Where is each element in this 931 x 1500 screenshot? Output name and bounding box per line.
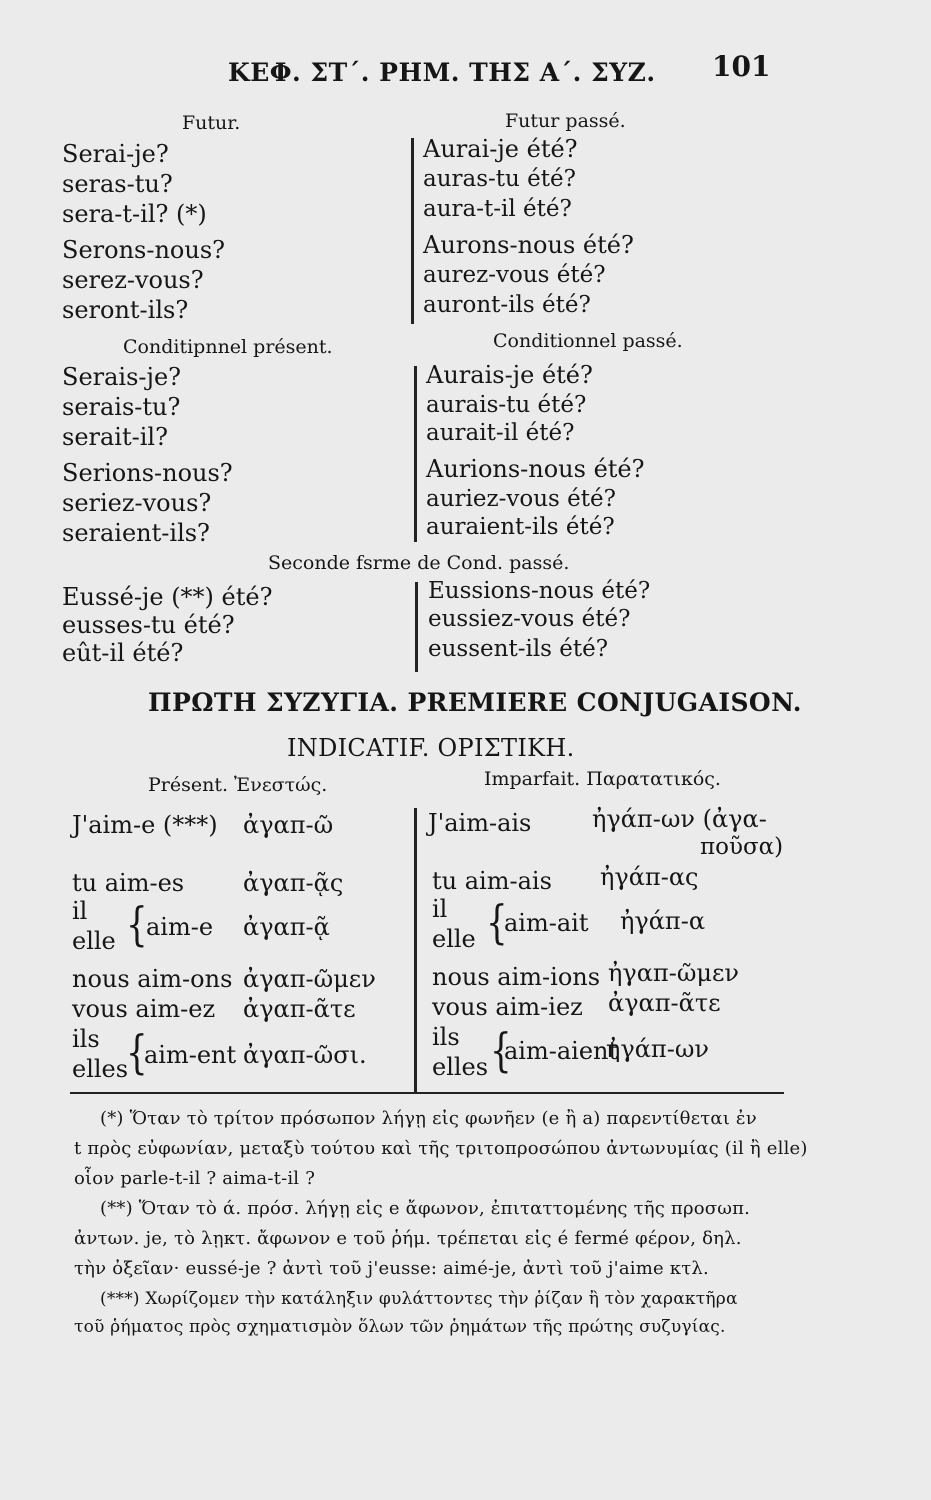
present-fr: aim-ent — [144, 1041, 237, 1069]
futur-line: sera-t-il? (*) — [62, 200, 207, 228]
cond-present-line: serait-il? — [62, 423, 168, 451]
futur-line: serez-vous? — [62, 266, 204, 294]
imparfait-fr: J'aim-ais — [428, 809, 532, 837]
imparfait-gr: ἠγάπ-ων (ἀγα- — [592, 805, 767, 833]
imparfait-fr: tu aim-ais — [432, 867, 552, 895]
futur-passe-line: Aurons-nous été? — [423, 231, 634, 259]
futur-passe-line: aura-t-il été? — [423, 196, 572, 222]
column-rule — [411, 138, 414, 324]
imparfait-gr: ἠγάπ-ων — [606, 1035, 709, 1063]
present-gr: ἀγαπ-ᾷ — [243, 913, 330, 941]
futur-passe-line: aurez-vous été? — [423, 262, 606, 288]
seconde-forme-line: Eussé-je (**) été? — [62, 583, 273, 611]
cond-present-line: Serions-nous? — [62, 459, 233, 487]
present-fr: vous aim-ez — [72, 995, 216, 1023]
imparfait-fr: aim-aient — [504, 1037, 619, 1065]
imparfait-gr: ἠγαπ-ῶμεν — [608, 959, 740, 987]
futur-heading: Futur. — [182, 112, 241, 134]
futur-passe-line: auront-ils été? — [423, 292, 591, 318]
column-rule — [414, 366, 417, 542]
present-fr: elle — [72, 927, 116, 955]
cond-passe-line: auriez-vous été? — [426, 486, 616, 512]
footnote-line: ἀντων. je, τὸ λῃκτ. ἄφωνον e τοῦ ῥήμ. τρέπεται εἰς é fermé φέρον, δηλ. — [74, 1228, 742, 1249]
imparfait-gr: ἠγάπ-ας — [600, 863, 699, 891]
cond-present-heading: Conditipnnel présent. — [123, 336, 333, 358]
imparfait-gr: ποῦσα) — [700, 834, 784, 860]
footnote-line: (***) Χωρίζομεν τὴν κατάληξιν φυλάττοντες τὴν ῥίζαν ἢ τὸν χαρακτῆρα — [100, 1289, 738, 1309]
brace: { — [126, 897, 148, 952]
running-header: ΚΕΦ. ΣΤ΄. ΡΗΜ. ΤΗΣ Α΄. ΣΥΖ. — [228, 58, 656, 87]
present-fr: ils — [72, 1025, 100, 1053]
cond-present-line: Serais-je? — [62, 363, 182, 391]
brace: { — [486, 895, 508, 950]
cond-present-line: serais-tu? — [62, 393, 181, 421]
futur-line: Serai-je? — [62, 140, 169, 168]
futur-passe-line: auras-tu été? — [423, 166, 576, 192]
present-fr: J'aim-e (***) — [72, 811, 218, 839]
cond-passe-heading: Conditionnel passé. — [493, 330, 683, 352]
cond-passe-line: aurais-tu été? — [426, 392, 587, 418]
footnote-line: τοῦ ῥήματος πρὸς σχηματισμὸν ὅλων τῶν ῥημάτων τῆς πρώτης συζυγίας. — [74, 1317, 726, 1337]
present-gr: ἀγαπ-ᾷς — [243, 869, 344, 897]
cond-passe-line: Aurions-nous été? — [426, 455, 645, 483]
present-gr: ἀγαπ-ῶ — [243, 811, 334, 839]
seconde-forme-line: eusses-tu été? — [62, 611, 235, 639]
column-rule — [414, 808, 417, 1092]
imparfait-fr: elles — [432, 1053, 489, 1081]
present-heading: Présent. Ἐνεστώς. — [148, 774, 328, 796]
imparfait-fr: ils — [432, 1023, 460, 1051]
imparfait-heading: Imparfait. Παρατατικός. — [484, 768, 721, 790]
futur-line: Serons-nous? — [62, 236, 225, 264]
cond-present-line: seraient-ils? — [62, 519, 210, 547]
present-fr: elles — [72, 1055, 129, 1083]
brace: { — [126, 1025, 148, 1080]
imparfait-fr: vous aim-iez — [432, 993, 583, 1021]
seconde-forme-line: eussiez-vous été? — [428, 606, 631, 632]
footnote-line: οἷον parle-t-il ? aima-t-il ? — [74, 1168, 316, 1189]
imparfait-fr: nous aim-ions — [432, 963, 601, 991]
cond-passe-line: Aurais-je été? — [426, 361, 593, 389]
seconde-forme-line: Eussions-nous été? — [428, 578, 651, 604]
futur-passe-line: Aurai-je été? — [423, 135, 578, 163]
footnote-rule — [70, 1092, 784, 1094]
column-rule — [415, 582, 418, 672]
seconde-forme-heading: Seconde fsrme de Cond. passé. — [268, 552, 570, 574]
page-number: 101 — [712, 50, 771, 83]
cond-present-line: seriez-vous? — [62, 489, 212, 517]
imparfait-gr: ἀγαπ-ᾶτε — [608, 989, 721, 1017]
cond-passe-line: aurait-il été? — [426, 420, 575, 446]
futur-passe-heading: Futur passé. — [505, 110, 626, 132]
imparfait-fr: elle — [432, 925, 476, 953]
footnote-line: (**) Ὅταν τὸ ά. πρόσ. λήγῃ εἰς e ἄφωνον, ἐπιταττομένης τῆς προσωπ. — [100, 1198, 751, 1219]
footnote-line: t πρὸς εὐφωνίαν, μεταξὺ τούτου καὶ τῆς τριτοπροσώπου ἀντωνυμίας (il ἢ elle) — [74, 1138, 808, 1159]
conjugation-title: ΠΡΩΤΗ ΣΥΖΥΓΙΑ. PREMIERE CONJUGAISON. — [148, 688, 802, 717]
imparfait-fr: aim-ait — [504, 909, 589, 937]
mood-title: INDICATIF. ΟΡΙΣΤΙΚΗ. — [287, 734, 575, 762]
seconde-forme-line: eussent-ils été? — [428, 636, 609, 662]
futur-line: seras-tu? — [62, 170, 173, 198]
brace: { — [490, 1023, 512, 1078]
footnote-line: τὴν ὀξεῖαν· eussé-je ? ἀντὶ τοῦ j'eusse: aimé-je, ἀντὶ τοῦ j'aime κτλ. — [74, 1258, 709, 1279]
cond-passe-line: auraient-ils été? — [426, 514, 615, 540]
present-fr: aim-e — [146, 913, 214, 941]
imparfait-gr: ἠγάπ-α — [620, 907, 706, 935]
present-fr: tu aim-es — [72, 869, 185, 897]
seconde-forme-line: eût-il été? — [62, 639, 184, 667]
futur-line: seront-ils? — [62, 296, 189, 324]
present-gr: ἀγαπ-ᾶτε — [243, 995, 356, 1023]
present-gr: ἀγαπ-ῶσι. — [243, 1041, 367, 1069]
present-fr: il — [72, 897, 88, 925]
footnote-line: (*) Ὅταν τὸ τρίτον πρόσωπον λήγῃ εἰς φωνῆεν (e ἢ a) παρεντίθεται ἐν — [100, 1108, 757, 1129]
present-fr: nous aim-ons — [72, 965, 233, 993]
imparfait-fr: il — [432, 895, 448, 923]
present-gr: ἀγαπ-ῶμεν — [243, 965, 376, 993]
